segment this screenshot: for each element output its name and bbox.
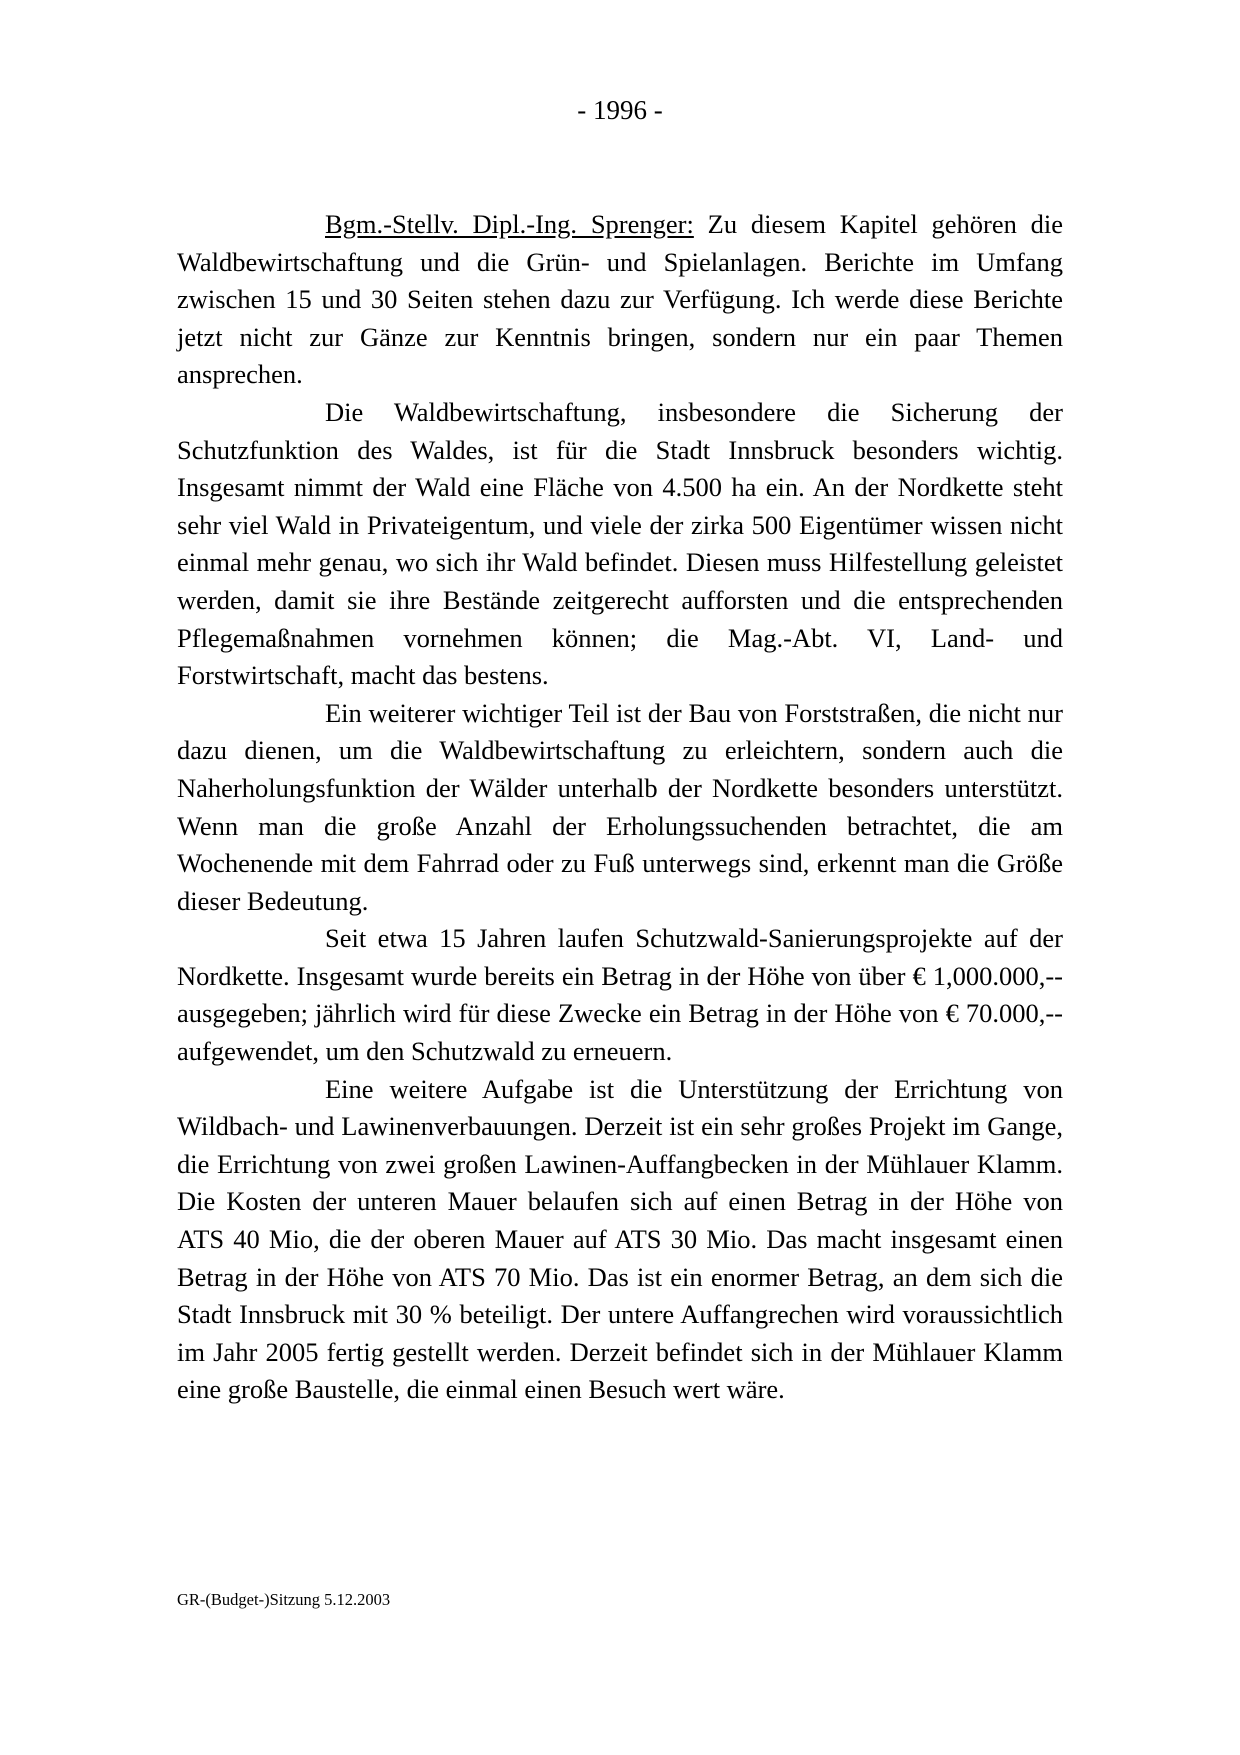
- paragraph: Eine weitere Aufgabe ist die Unterstützung der Errichtung von Wildbach- und Lawinenverbauungen. Derzeit ist ein sehr großes Projekt im Gange, die Errichtung von zwei großen Lawinen-Auffangbecken in der Mühlauer Klamm. Die Kosten der unteren Mauer belaufen sich auf einen Betrag in der Höhe von ATS 40 Mio, die der oberen Mauer auf ATS 30 Mio. Das macht insgesamt einen Betrag in der Höhe von ATS 70 Mio. Das ist ein enormer Betrag, an dem sich die Stadt Innsbruck mit 30 % beteiligt. Der untere Auffangrechen wird voraussichtlich im Jahr 2005 fertig gestellt werden. Derzeit befindet sich in der Mühlauer Klamm eine große Baustelle, die einmal einen Besuch wert wäre.: [177, 1073, 1063, 1405]
- paragraph: Ein weiterer wichtiger Teil ist der Bau von Forststraßen, die nicht nur dazu dienen, um die Waldbewirtschaftung zu erleichtern, sondern auch die Naherholungsfunktion der Wälder unterhalb der Nordkette besonders unterstützt. Wenn man die große Anzahl der Erholungssuchenden betrachtet, die am Wochenende mit dem Fahrrad oder zu Fuß unterwegs sind, erkennt man die Größe dieser Bedeutung.: [177, 697, 1063, 916]
- speaker-name: Bgm.-Stellv. Dipl.-Ing. Sprenger:: [325, 209, 694, 239]
- page-number: - 1996 -: [577, 95, 663, 125]
- paragraph-text: Zu diesem Kapitel gehören die Waldbewirtschaftung und die Grün- und Spielanlagen. Berichte im Umfang zwischen 15 und 30 Seiten stehen dazu zur Verfügung. Ich werde diese Berichte jetzt nicht zur Gänze zur Kenntnis bringen, sondern nur ein paar Themen ansprechen.: [177, 209, 1064, 390]
- document-body: [177, 206, 1063, 1409]
- paragraph: [177, 206, 1063, 394]
- paragraph: Die Waldbewirtschaftung, insbesondere die Sicherung der Schutzfunktion des Waldes, ist für die Stadt Innsbruck besonders wichtig. Insgesamt nimmt der Wald eine Fläche von 4.500 ha ein. An der Nordkette steht sehr viel Wald in Privateigentum, und viele der zirka 500 Eigentümer wissen nicht einmal mehr genau, wo sich ihr Wald befindet. Diesen muss Hilfestellung geleistet werden, damit sie ihre Bestände zeitgerecht aufforsten und die entsprechenden Pflegemaßnahmen vornehmen können; die Mag.-Abt. VI, Land- und Forstwirtschaft, macht das bestens.: [177, 396, 1063, 691]
- paragraph: Seit etwa 15 Jahren laufen Schutzwald-Sanierungsprojekte auf der Nordkette. Insgesamt wurde bereits ein Betrag in der Höhe von über € 1,000.000,-- ausgegeben; jährlich wird für diese Zwecke ein Betrag in der Höhe von € 70.000,-- aufgewendet, um den Schutzwald zu erneuern.: [177, 923, 1063, 1067]
- footer-session-info: GR-(Budget-)Sitzung 5.12.2003: [177, 1590, 391, 1609]
